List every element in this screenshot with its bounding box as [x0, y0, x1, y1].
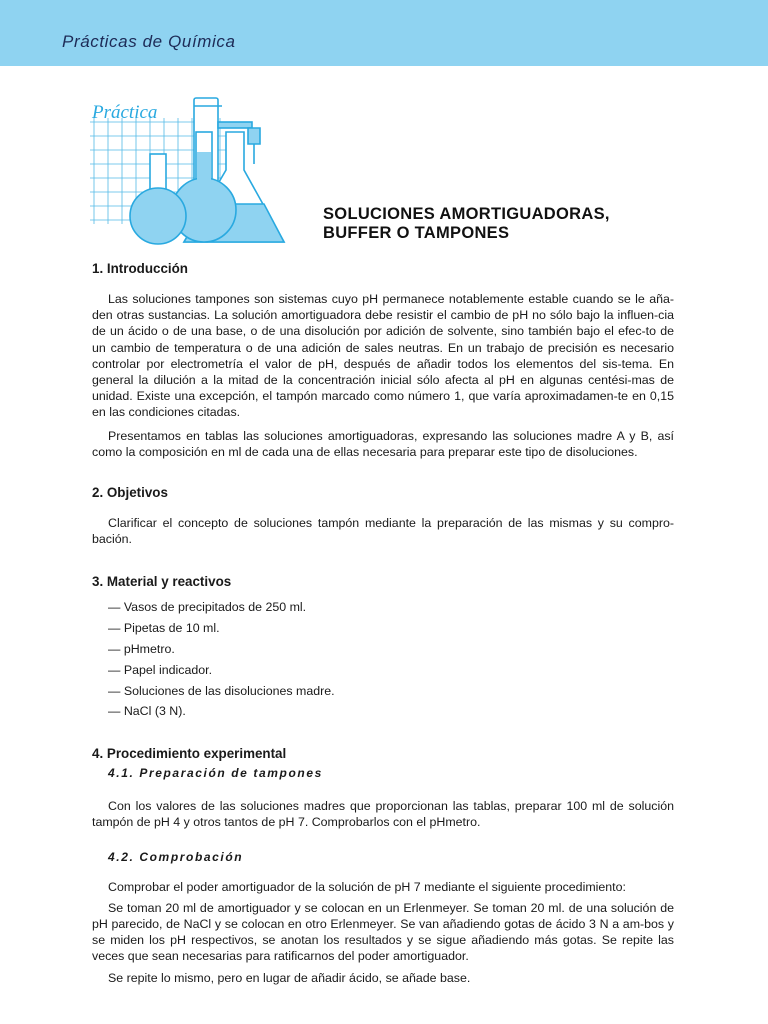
objectives-paragraph: Clarificar el concepto de soluciones tampón mediante la preparación de las mismas y su compro-bación. — [92, 516, 674, 547]
list-item: — Vasos de precipitados de 250 ml. — [108, 600, 307, 615]
check-paragraph-3: Se repite lo mismo, pero en lugar de añadir ácido, se añade base. — [108, 970, 471, 985]
section-heading-objetivos: 2. Objetivos — [92, 485, 168, 501]
preparation-paragraph: Con los valores de las soluciones madres que proporcionan las tablas, preparar 100 ml de solución tampón de pH 4 y otros tantos de pH 7. Comprobarlos con el pHmetro. — [92, 799, 674, 830]
materials-list — [92, 597, 674, 722]
document-title-line-1: SOLUCIONES AMORTIGUADORAS, — [323, 205, 610, 223]
list-item: — NaCl (3 N). — [108, 704, 186, 719]
list-item: — pHmetro. — [108, 642, 175, 657]
document-title — [323, 205, 610, 243]
document-body — [92, 260, 674, 986]
header-bar — [0, 0, 768, 66]
intro-paragraph-2: Presentamos en tablas las soluciones amortiguadoras, expresando las soluciones madre A y B, así como la composición en ml de cada una de ellas necesaria para preparar este tipo de disoluciones. — [92, 428, 674, 459]
subsection-heading-comprobacion: 4.2. Comprobación — [108, 849, 244, 864]
list-item: — Papel indicador. — [108, 662, 213, 677]
practica-label: Práctica — [92, 102, 158, 123]
check-paragraph-2: Se toman 20 ml de amortiguador y se colocan en un Erlenmeyer. Se toman 20 ml. de una solución de pH parecido, de NaCl y se colocan en otro Erlenmeyer. Se van añadiendo gotas de ácido 3 N a am-bos y se miden los pH respectivos, se anotan los resultados y se sigue añadiendo más gotas. Se repite las veces que sean necesarias para ratificarnos del poder amortiguador. — [92, 900, 674, 964]
intro-paragraph-1: Las soluciones tampones son sistemas cuyo pH permanece notablemente estable cuando se le aña-den otras sustancias. La solución amortiguadora debe resistir el cambio de pH no sólo bajo la influen-cia de un ácido o de una base, o de una disolución por adición de solvente, sino también bajo el efec-to de un cambio de temperatura o de una adición de sales neutras. En un trabajo de precisión es necesario controlar por electrometría el valor de pH, después de añadir todos los elementos del sis-tema. En general la dilución a la mitad de la concentración inicial sólo afecta al pH en algunas centési-mas de unidad. Existe una excepción, el tampón marcado como número 1, que varía aproximadamen-te en 0,15 en las condiciones citadas. — [92, 292, 674, 420]
check-paragraph-1: Comprobar el poder amortiguador de la solución de pH 7 mediante el siguiente procedimiento: — [108, 879, 626, 894]
list-item: — Soluciones de las disoluciones madre. — [108, 683, 335, 698]
subsection-heading-preparacion: 4.1. Preparación de tampones — [108, 766, 323, 781]
section-heading-introduccion: 1. Introducción — [92, 261, 188, 276]
section-heading-material: 3. Material y reactivos — [92, 574, 232, 590]
lab-glassware-illustration — [88, 92, 320, 252]
document-title-line-2: BUFFER O TAMPONES — [323, 224, 510, 242]
list-item: — Pipetas de 10 ml. — [108, 621, 220, 636]
header-title: Prácticas de Química — [62, 32, 236, 51]
section-heading-procedimiento: 4. Procedimiento experimental — [92, 746, 287, 762]
